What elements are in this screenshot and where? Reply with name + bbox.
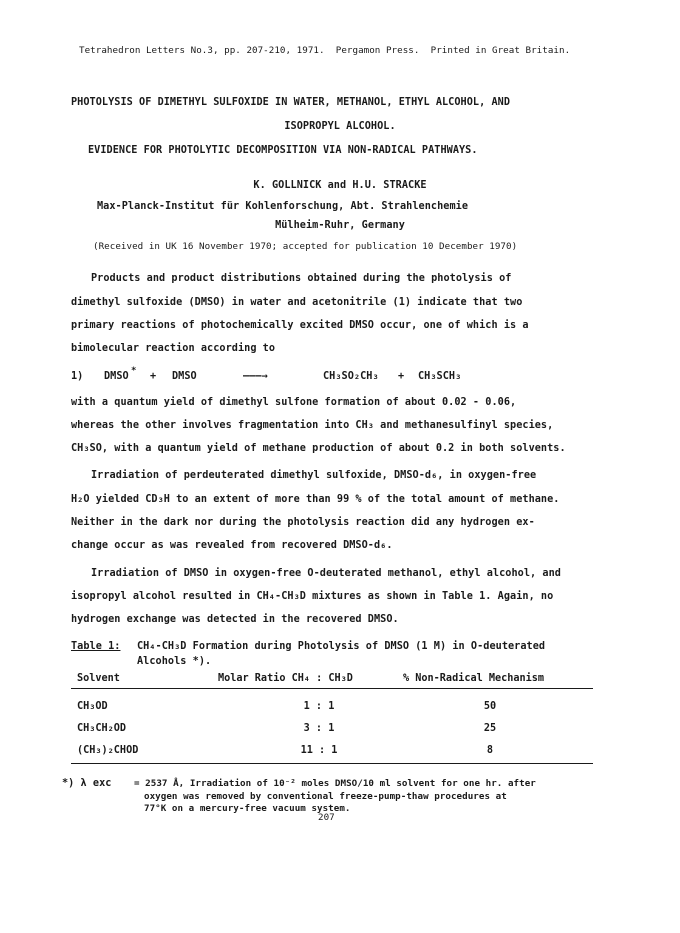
body-p2-line: CH₃SO, with a quantum yield of methane production of about 0.2 in both solvents. [71,443,566,454]
reaction-plus-2: + [398,371,405,382]
body-p3-line: Irradiation of perdeuterated dimethyl sulfoxide, DMSO-d₆, in oxygen-free [91,470,537,481]
table-label: Table 1: [71,641,121,652]
author-affiliation-1: Max-Planck-Institut für Kohlenforschung, Abt. Strahlenchemie [97,201,469,212]
author-names: K. GOLLNICK and H.U. STRACKE [253,180,427,191]
table-cell-mechanism: 8 [486,745,494,756]
table-header-ratio: Molar Ratio CH₄ : CH₃D [218,673,353,684]
received-dates: (Received in UK 16 November 1970; accepted for publication 10 December 1970) [93,241,518,252]
reaction-reactant-1: DMSO [104,371,129,382]
table-caption-line-2: Alcohols *). [137,656,212,667]
reaction-product-2: CH₃SCH₃ [418,371,462,382]
reaction-plus-1: + [150,371,157,382]
reaction-star: * [131,366,137,376]
journal-citation: Tetrahedron Letters No.3, pp. 207-210, 1971. Pergamon Press. Printed in Great Britain. [79,45,571,56]
title-line-1: PHOTOLYSIS OF DIMETHYL SULFOXIDE IN WATER, METHANOL, ETHYL ALCOHOL, AND [71,97,511,108]
body-p4-line: hydrogen exchange was detected in the recovered DMSO. [71,614,399,625]
body-p2-line: whereas the other involves fragmentation into CH₃ and methanesulfinyl species, [71,420,554,431]
table-cell-ratio: 1 : 1 [303,701,335,712]
footnote-marker: *) λ exc [62,778,112,789]
table-cell-solvent: CH₃OD [77,701,108,712]
table-caption-line-1: CH₄-CH₃D Formation during Photolysis of DMSO (1 M) in O-deuterated [137,641,546,652]
author-affiliation-2: Mülheim-Ruhr, Germany [275,220,405,231]
footnote-line-2: oxygen was removed by conventional freeze-pump-thaw procedures at [144,791,507,802]
table-cell-mechanism: 50 [483,701,497,712]
body-p1-line: bimolecular reaction according to [71,343,276,354]
table-cell-solvent: (CH₃)₂CHOD [77,745,139,756]
body-p2-line: with a quantum yield of dimethyl sulfone formation of about 0.02 - 0.06, [71,397,517,408]
reaction-reactant-2: DMSO [172,371,197,382]
table-cell-solvent: CH₃CH₂OD [77,723,127,734]
body-p1-line: dimethyl sulfoxide (DMSO) in water and acetonitrile (1) indicate that two [71,297,523,308]
table-cell-ratio: 3 : 1 [303,723,335,734]
page-number: 207 [318,812,335,823]
title-line-3: EVIDENCE FOR PHOTOLYTIC DECOMPOSITION VIA NON-RADICAL PATHWAYS. [88,145,478,156]
table-bottom-rule [71,763,593,764]
table-header-rule [71,688,593,689]
body-p1-line: Products and product distributions obtained during the photolysis of [91,273,512,284]
reaction-product-1: CH₃SO₂CH₃ [323,371,379,382]
reaction-number: 1) [71,371,84,382]
body-p4-line: isopropyl alcohol resulted in CH₄-CH₃D mixtures as shown in Table 1. Again, no [71,591,554,602]
body-p3-line: H₂O yielded CD₃H to an extent of more than 99 % of the total amount of methane. [71,494,560,505]
table-header-solvent: Solvent [77,673,120,684]
table-cell-ratio: 11 : 1 [300,745,338,756]
reaction-arrow: ———→ [243,371,268,382]
title-line-2: ISOPROPYL ALCOHOL. [284,121,396,132]
footnote-line-3: 77°K on a mercury-free vacuum system. [144,803,351,814]
body-p3-line: Neither in the dark nor during the photolysis reaction did any hydrogen ex- [71,517,535,528]
table-header-mechanism: % Non-Radical Mechanism [403,673,545,684]
footnote-line-1: = 2537 Å, Irradiation of 10⁻² moles DMSO/10 ml solvent for one hr. after [134,778,536,789]
body-p4-line: Irradiation of DMSO in oxygen-free O-deuterated methanol, ethyl alcohol, and [91,568,561,579]
table-cell-mechanism: 25 [483,723,497,734]
body-p3-line: change occur as was revealed from recovered DMSO-d₆. [71,540,393,551]
body-p1-line: primary reactions of photochemically excited DMSO occur, one of which is a [71,320,529,331]
